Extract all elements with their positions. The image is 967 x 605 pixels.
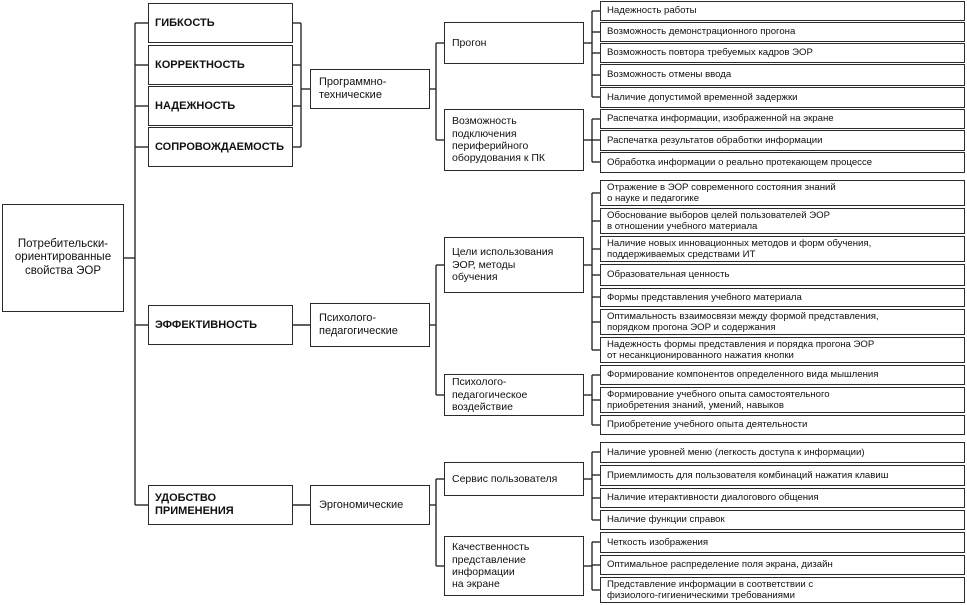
criterion	[600, 465, 965, 486]
criterion-label: Формы представления учебного материала	[607, 291, 802, 303]
criterion-label: Возможность демонстрационного прогона	[607, 26, 796, 38]
subgroup-label: Сервис пользователя	[452, 472, 558, 485]
criterion	[600, 387, 965, 413]
criterion	[600, 309, 965, 335]
subgroup-label: Цели использования ЭОР, методы обучения	[452, 246, 554, 284]
criterion-label: Приобретение учебного опыта деятельности	[607, 419, 808, 431]
group-psycho-pedagogical	[310, 303, 430, 347]
criterion	[600, 87, 965, 108]
criterion	[600, 208, 965, 234]
subgroup-screen-info-quality	[444, 536, 584, 596]
criterion-label: Возможность повтора требуемых кадров ЭОР	[607, 47, 813, 59]
property-label: УДОБСТВО ПРИМЕНЕНИЯ	[155, 492, 234, 517]
criterion	[600, 532, 965, 553]
criterion-label: Оптимальное распределение поля экрана, дизайн	[607, 559, 833, 571]
subgroup-label: Прогон	[452, 36, 487, 49]
criterion-label: Надежность работы	[607, 5, 697, 17]
criterion	[600, 64, 965, 86]
criterion	[600, 365, 965, 385]
subgroup-label: Возможность подключения периферийного оборудования к ПК	[452, 115, 546, 165]
criterion-label: Оптимальность взаимосвязи между формой представления, порядком прогона ЭОР и содержания	[607, 310, 879, 333]
property-label: СОПРОВОЖДАЕМОСТЬ	[155, 140, 285, 153]
property-correctness	[148, 45, 293, 85]
criterion-label: Распечатка информации, изображенной на экране	[607, 113, 834, 125]
criterion-label: Представление информации в соответствии с физиолого-гигиеническими требованиями	[607, 578, 814, 601]
property-efficiency	[148, 305, 293, 345]
criterion	[600, 337, 965, 363]
subgroup-run	[444, 22, 584, 64]
property-label: НАДЕЖНОСТЬ	[155, 99, 236, 112]
criterion-label: Формирование учебного опыта самостоятельного приобретения знаний, умений, навыков	[607, 388, 830, 411]
criterion	[600, 109, 965, 129]
property-label: ЭФФЕКТИВНОСТЬ	[155, 318, 258, 331]
property-label: ГИБКОСТЬ	[155, 16, 215, 29]
criterion-label: Обработка информации о реально протекающем процессе	[607, 156, 873, 168]
group-ergonomic	[310, 485, 430, 525]
criterion-label: Образовательная ценность	[607, 269, 730, 281]
group-label: Эргономические	[319, 498, 404, 511]
group-label: Психолого- педагогические	[319, 312, 398, 337]
criterion	[600, 488, 965, 508]
criterion	[600, 555, 965, 575]
criterion	[600, 264, 965, 286]
criterion	[600, 130, 965, 151]
property-reliability	[148, 86, 293, 126]
criterion-label: Наличие новых инновационных методов и форм обучения, поддерживаемых средствами ИТ	[607, 237, 872, 260]
criterion	[600, 22, 965, 42]
property-maintainability	[148, 127, 293, 167]
criterion-label: Наличие уровней меню (легкость доступа к информации)	[607, 446, 865, 458]
property-flexibility	[148, 3, 293, 43]
criterion-label: Отражение в ЭОР современного состояния знаний о науке и педагогике	[607, 181, 836, 204]
criterion	[600, 510, 965, 530]
criterion-label: Наличие итерактивности диалогового общения	[607, 492, 819, 504]
root-node	[2, 204, 124, 312]
criterion-label: Наличие допустимой временной задержки	[607, 91, 798, 103]
criterion-label: Четкость изображения	[607, 536, 709, 548]
criterion	[600, 1, 965, 21]
criterion	[600, 236, 965, 262]
criterion-label: Возможность отмены ввода	[607, 69, 732, 81]
criterion	[600, 180, 965, 206]
property-label: КОРРЕКТНОСТЬ	[155, 58, 245, 71]
subgroup-label: Качественность представление информации на экране	[452, 541, 530, 591]
criterion	[600, 415, 965, 435]
subgroup-peripheral-connection	[444, 109, 584, 171]
criterion-label: Формирование компонентов определенного вида мышления	[607, 369, 879, 381]
criterion	[600, 288, 965, 307]
criterion	[600, 577, 965, 603]
group-label: Программно- технические	[319, 76, 387, 101]
root-label: Потребительски- ориентированные свойства ЭОР	[14, 237, 112, 277]
criterion	[600, 43, 965, 63]
subgroup-psycho-pedagogical-impact	[444, 374, 584, 416]
property-usability	[148, 485, 293, 525]
criterion	[600, 442, 965, 463]
criterion-label: Распечатка результатов обработки информации	[607, 134, 823, 146]
criterion-label: Надежность формы представления и порядка прогона ЭОР от несанкционированного нажатия кнопки	[607, 338, 875, 361]
subgroup-label: Психолого- педагогическое воздействие	[452, 376, 528, 414]
criterion-label: Наличие функции справок	[607, 514, 725, 526]
subgroup-user-service	[444, 462, 584, 496]
criterion-label: Обоснование выборов целей пользователей ЭОР в отношении учебного материала	[607, 209, 830, 232]
criterion-label: Приемлимость для пользователя комбинаций нажатия клавиш	[607, 469, 889, 481]
subgroup-goals-methods	[444, 237, 584, 293]
criterion	[600, 152, 965, 173]
group-software-technical	[310, 69, 430, 109]
